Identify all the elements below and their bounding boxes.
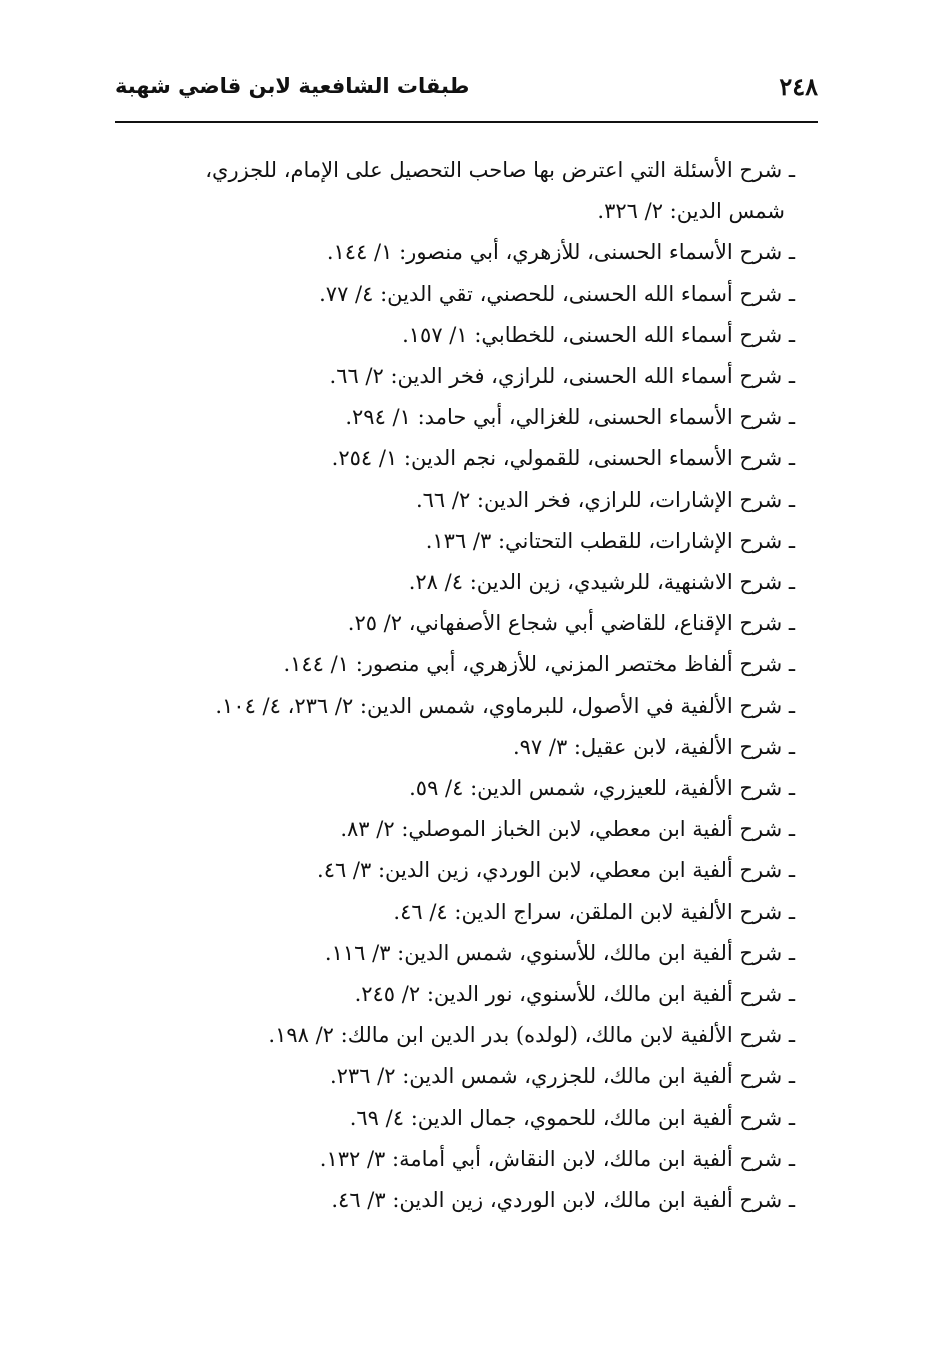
- page-header: [115, 68, 818, 118]
- index-entry: ـ شرح ألفية ابن معطي، لابن الخباز الموصلي: ٢/ ٨٣.: [340, 817, 795, 842]
- index-entry: ـ شرح ألفية ابن مالك، للحموي، جمال الدين: ٤/ ٦٩.: [349, 1105, 795, 1130]
- index-entry: ـ شرح ألفية ابن مالك، لابن الوردي، زين الدين: ٣/ ٤٦.: [331, 1188, 795, 1213]
- index-entry: ـ شرح ألفية ابن مالك، للجزري، شمس الدين: ٢/ ٢٣٦.: [329, 1064, 795, 1089]
- index-entry: ـ شرح الألفية، للعيزري، شمس الدين: ٤/ ٥٩.: [409, 776, 795, 801]
- running-title: طبقات الشافعية لابن قاضي شهبة: [115, 74, 470, 98]
- index-entry: ـ شرح الألفية في الأصول، للبرماوي، شمس الدين: ٢/ ٢٣٦، ٤/ ١٠٤.: [215, 693, 795, 718]
- index-entry: ـ شرح أسماء الله الحسنى، للحصني، تقي الدين: ٤/ ٧٧.: [319, 281, 795, 306]
- index-entry: ـ شرح ألفية ابن مالك، للأسنوي، نور الدين: ٢/ ٢٤٥.: [354, 982, 795, 1007]
- index-entry: ـ شرح أسماء الله الحسنى، للخطابي: ١/ ١٥٧.: [402, 322, 795, 347]
- index-entry: ـ شرح أسماء الله الحسنى، للرازي، فخر الدين: ٢/ ٦٦.: [329, 364, 795, 389]
- index-entry: [175, 150, 795, 232]
- index-entry: ـ شرح الأسماء الحسنى، للأزهري، أبي منصور: ١/ ١٤٤.: [326, 240, 795, 265]
- index-entry: ـ شرح الاشنهية، للرشيدي، زين الدين: ٤/ ٢٨.: [408, 570, 795, 595]
- index-entries-list: [175, 150, 795, 1221]
- index-entry: ـ شرح ألفية ابن مالك، لابن النقاش، أبي أمامة: ٣/ ١٣٢.: [319, 1146, 795, 1171]
- index-entry: ـ شرح الألفية لابن الملقن، سراج الدين: ٤/ ٤٦.: [393, 899, 795, 924]
- index-entry: ـ شرح الإشارات، للقطب التحتاني: ٣/ ١٣٦.: [425, 528, 795, 553]
- index-entry: ـ شرح الإشارات، للرازي، فخر الدين: ٢/ ٦٦.: [415, 487, 795, 512]
- index-entry: ـ شرح الإقناع، للقاضي أبي شجاع الأصفهاني، ٢/ ٢٥.: [347, 611, 795, 636]
- index-entry: ـ شرح ألفاظ مختصر المزني، للأزهري، أبي منصور: ١/ ١٤٤.: [283, 652, 795, 677]
- index-entry-line: ـ شرح الأسئلة التي اعترض بها صاحب التحصيل على الإمام، للجزري،: [205, 158, 795, 182]
- index-entry: ـ شرح ألفية ابن معطي، لابن الوردي، زين الدين: ٣/ ٤٦.: [317, 858, 795, 883]
- header-divider: [115, 121, 818, 123]
- index-entry: ـ شرح الأسماء الحسنى، للغزالي، أبي حامد: ١/ ٢٩٤.: [345, 405, 795, 430]
- index-entry: ـ شرح ألفية ابن مالك، للأسنوي، شمس الدين: ٣/ ١١٦.: [324, 940, 795, 965]
- index-entry: ـ شرح الألفية، لابن عقيل: ٣/ ٩٧.: [512, 734, 795, 759]
- index-entry: ـ شرح الألفية لابن مالك، (لولده) بدر الدين ابن مالك: ٢/ ١٩٨.: [268, 1023, 795, 1048]
- index-entry-continuation: شمس الدين: ٢/ ٣٢٦.: [597, 199, 785, 224]
- index-entry: ـ شرح الأسماء الحسنى، للقمولي، نجم الدين: ١/ ٢٥٤.: [331, 446, 795, 471]
- page-number: ٢٤٨: [779, 72, 818, 101]
